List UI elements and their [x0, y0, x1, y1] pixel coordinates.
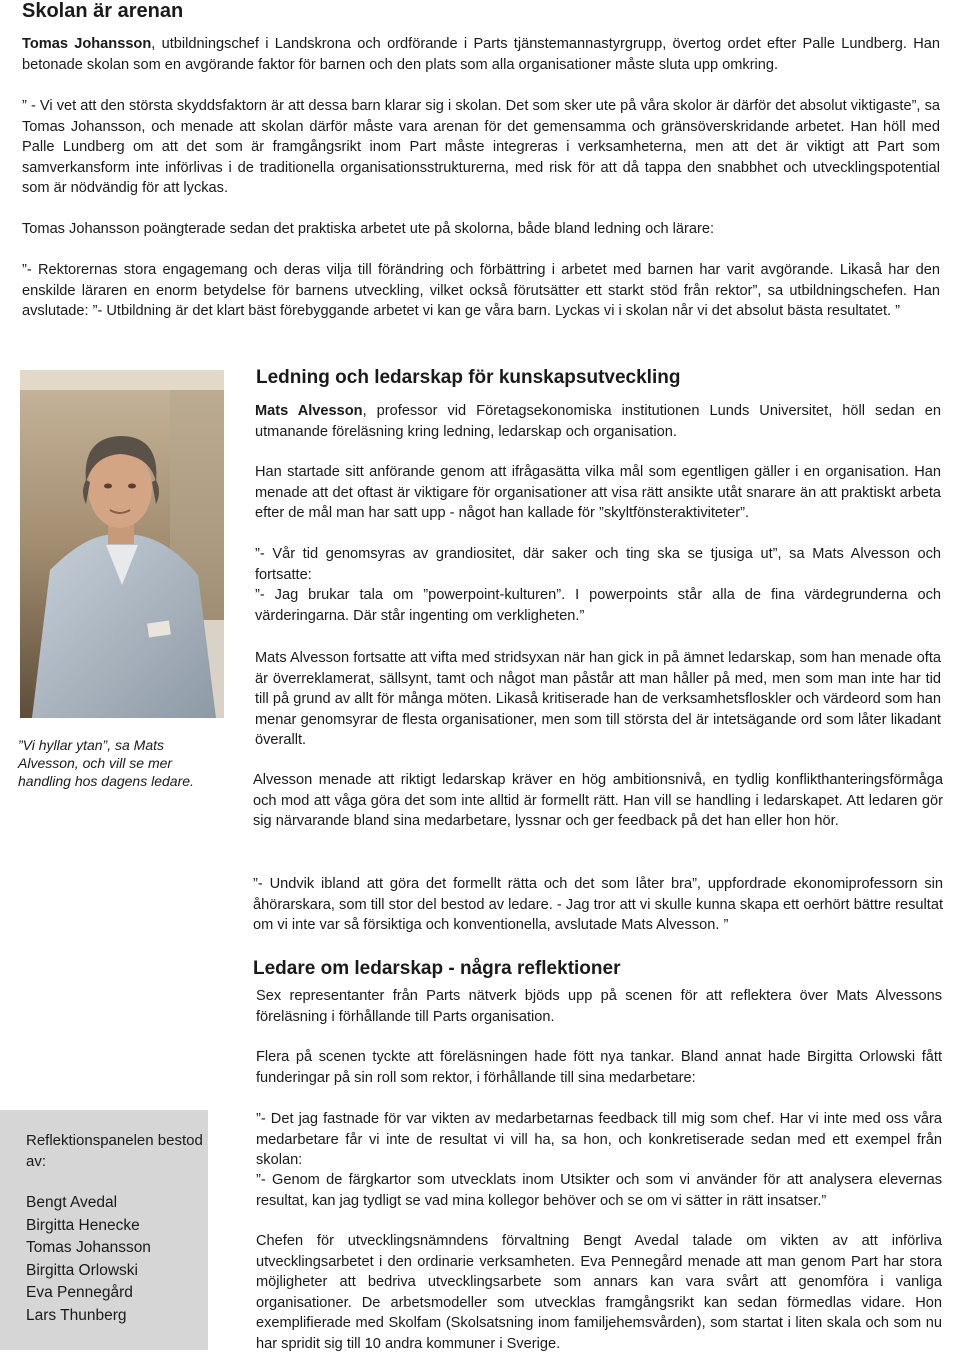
section3-paragraph-1: Sex representanter från Parts nätverk bjöds upp på scenen för att reflektera över Mats Alvessons föreläsning i förhållande till Parts organisation. — [256, 988, 942, 1025]
section2-paragraph-2b: ”- Jag brukar tala om ”powerpoint-kulturen”. I powerpoints står alla de fina värdegrunderna och värderingarna. Där står ingenting om verkligheten.” — [255, 587, 941, 624]
intro-text: , utbildningschef i Landskrona och ordförande i Parts tjänstemannastyrgrupp, övertog ordet efter Palle Lundberg. Han betonade skolan som en avgörande faktor för barnen och den plats som alla organisationer måste sluta upp omkring. — [22, 36, 940, 73]
section2-paragraph-1: Han startade sitt anförande genom att ifrågasätta vilka mål som egentligen gäller i en organisation. Han menade att det oftast är viktigare för organisationer att visa rätt ansikte utåt snarare än att praktiskt arbeta efter de mål man har satt upp - något han kallade för ”skyltfönsteraktiviteter”. — [255, 464, 941, 522]
section2-lead-name: Mats Alvesson — [255, 403, 363, 419]
page-title: Skolan är arenan — [22, 0, 184, 22]
panel-member: Birgitta Henecke — [26, 1216, 140, 1234]
photo-caption: ”Vi hyllar ytan”, sa Mats Alvesson, och vill se mer handling hos dagens ledare. — [18, 737, 194, 789]
section2-paragraph-3: Mats Alvesson fortsatte att vifta med stridsyxan när han gick in på ämnet ledarskap, som han menade ofta är överreklamerat, sällsynt, tamt och något man påstår att man håller på med, men som man inte har tid till på grund av allt för många möten. Likaså kritiserade han de verksamhetsfloskler och värdeord som han menar genomsyrar de flesta organisationer, men som till största del är intetsägande ord som låter likadant överallt. — [255, 650, 941, 749]
section2-lead — [255, 401, 941, 442]
panel-member: Bengt Avedal — [26, 1194, 118, 1211]
reflection-panel-box — [0, 1110, 208, 1350]
panel-member: Lars Thunberg — [26, 1306, 127, 1324]
paragraph-1: ” - Vi vet att den största skyddsfaktorn är att dessa barn klarar sig i skolan. Det som sker ute på våra skolor är därför det absolut viktigaste”, sa Tomas Johansson, och menade att skolan därför måste vara arenan för det gemensamma och gränsöverskridande arbetet. Han höll med Palle Lundberg om att det som är framgångsrikt inom Part måste integreras i verksamheterna, men att det är viktigt att Part som samverkansform inte införlivas i de traditionella organisationsstrukturerna, med risk för att då tappa den snabbhet och utvecklingspotential som är nödvändig för att lyckas. — [22, 98, 940, 197]
section2-lead-text: , professor vid Företagsekonomiska institutionen Lunds Universitet, höll sedan en utmanande föreläsning kring ledning, ledarskap och organisation. — [255, 403, 941, 440]
section2-paragraph-2a: ”- Vår tid genomsyras av grandiositet, där saker och ting ska se tjusiga ut”, sa Mats Alvesson och fortsatte: — [255, 546, 941, 583]
panel-member: Birgitta Orlowski — [26, 1261, 138, 1279]
section-heading-reflektioner: Ledare om ledarskap - några reflektioner — [253, 958, 621, 979]
section3-paragraph-4: Chefen för utvecklingsnämndens förvaltning Bengt Avedal talade om vikten av att införliva utvecklingsarbetet i den ordinarie verksamheten. Eva Pennegård menade att man genom Part har stora möjligheter att bedriva utvecklingsarbete som annars kan vara svårt att genomföra i vanliga organisationer. De arbetsmodeller som utvecklas framgångsrikt kan sedan förmedlas vidare. Hon exemplifierade med Skolfam (Skolsatsning inom familjehemsvården), som startat i liten skala och som nu har spridit sig till 10 andra kommuner i Sverige. — [256, 1233, 942, 1352]
section2-paragraph-4: Alvesson menade att riktigt ledarskap kräver en hög ambitionsnivå, en tydlig konflikthanteringsförmåga och mod att våga göra det som inte alltid är formellt rätt. Han vill se handling i ledarskapet. Att ledaren gör sig närvarande bland sina medarbetare, lyssnar och ger feedback på det han eller hon hör. — [253, 772, 943, 830]
speaker-photo — [20, 370, 224, 718]
panel-member: Eva Pennegård — [26, 1284, 133, 1301]
section-heading-ledning: Ledning och ledarskap för kunskapsutveckling — [256, 367, 681, 388]
paragraph-2: Tomas Johansson poängterade sedan det praktiska arbetet ute på skolorna, både bland ledning och lärare: — [22, 221, 715, 237]
section2-paragraph-5: ”- Undvik ibland att göra det formellt rätta och det som låter bra”, uppfordrade ekonomiprofessorn sin åhörarskara, som till stor del bestod av ledare. - Jag tror att vi skulle kunna skapa ett oerhört bättre resultat om vi inte var så försiktiga och konventionella, avslutade Mats Alvesson. ” — [253, 876, 943, 934]
section3-paragraph-2: Flera på scenen tyckte att föreläsningen hade fött nya tankar. Bland annat hade Birgitta Orlowski fått funderingar på sin roll som rektor, i förhållande till sina medarbetare: — [256, 1049, 942, 1086]
paragraph-3: ”- Rektorernas stora engagemang och deras vilja till förändring och förbättring i arbetet med barnen har varit avgörande. Likaså har den enskilde läraren en enorm betydelse för barnens utveckling, vilket också förutsätter ett starkt stöd från rektor”, sa utbildningschefen. Han avslutade: ”- Utbildning är det klart bäst förebyggande arbetet vi kan ge våra barn. Lyckas vi i skolan når vi det absolut bästa resultatet. ” — [22, 262, 940, 320]
panel-heading: Reflektionspanelen bestod av: — [26, 1132, 203, 1170]
intro-paragraph — [22, 34, 940, 75]
speaker-photo-image — [20, 370, 224, 718]
panel-member: Tomas Johansson — [26, 1239, 151, 1256]
section3-paragraph-3a: ”- Det jag fastnade för var vikten av medarbetarnas feedback till mig som chef. Har vi inte med oss våra medarbetare får vi inte de resultat vi vill ha, sa hon, och konkretiserade sedan med ett exempel från skolan: — [256, 1111, 942, 1169]
section3-paragraph-3b: ”- Genom de färgkartor som utvecklats inom Utsikter och som vi använder för att analysera elevernas resultat, kan jag tydligt se vad mina kollegor behöver och se om vi sätter in rätt insatser.” — [256, 1172, 942, 1209]
intro-name: Tomas Johansson — [22, 36, 152, 52]
